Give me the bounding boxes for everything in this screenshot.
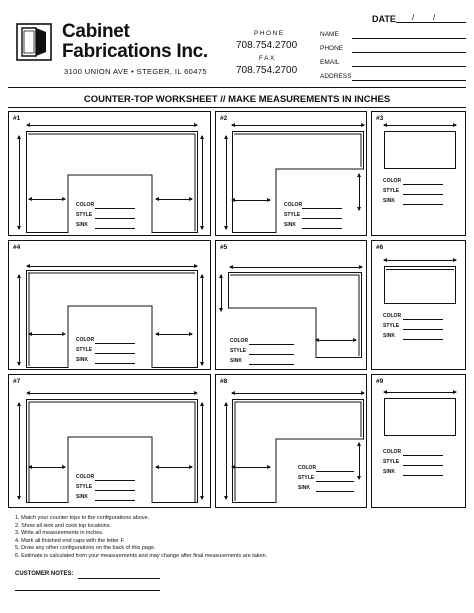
panel-number: #8 xyxy=(220,378,228,385)
sink-field[interactable] xyxy=(316,491,354,492)
customer-notes-line[interactable] xyxy=(15,590,160,591)
instructions-list xyxy=(15,515,267,560)
color-label: COLOR xyxy=(284,202,303,208)
panel-6 xyxy=(371,240,466,370)
dimension-arrow xyxy=(226,403,227,499)
color-field[interactable] xyxy=(403,319,443,320)
header-divider-bottom xyxy=(8,107,466,108)
panel-number: #3 xyxy=(376,115,384,122)
panel-number: #5 xyxy=(220,244,228,251)
panel-9 xyxy=(371,374,466,508)
name-label: NAME xyxy=(320,31,339,38)
customer-notes-label: CUSTOMER NOTES: xyxy=(15,571,74,577)
style-label: STYLE xyxy=(76,212,93,218)
color-field[interactable] xyxy=(95,208,135,209)
style-label: STYLE xyxy=(298,475,315,481)
color-label: COLOR xyxy=(76,202,95,208)
panel-4 xyxy=(8,240,211,370)
panel-3 xyxy=(371,111,466,236)
instruction-item: 5. Draw any other configurations on the back of this page. xyxy=(15,545,156,551)
sink-field[interactable] xyxy=(403,339,443,340)
instruction-item: 2. Show all sink and cook top locations. xyxy=(15,522,112,529)
color-field[interactable] xyxy=(249,344,294,345)
customer-notes-field[interactable] xyxy=(78,578,160,579)
fax-number: 708.754.2700 xyxy=(236,65,298,76)
panel-8 xyxy=(215,374,367,508)
dimension-arrow xyxy=(156,199,192,200)
style-field[interactable] xyxy=(403,329,443,330)
style-label: STYLE xyxy=(284,212,301,218)
sink-field[interactable] xyxy=(302,228,342,229)
sink-field[interactable] xyxy=(95,363,135,364)
color-field[interactable] xyxy=(316,471,354,472)
phone-field-label: PHONE xyxy=(320,45,344,52)
instruction-item: 1. Match your counter tops to the configurations above. xyxy=(15,515,150,521)
fax-label: FAX xyxy=(259,55,276,62)
company-address: 3100 UNION AVE • STEGER, IL 60475 xyxy=(64,67,207,76)
sink-label: SINK xyxy=(383,198,395,204)
counter-straight xyxy=(384,131,456,169)
sink-label: SINK xyxy=(76,222,88,228)
panel-number: #9 xyxy=(376,378,384,385)
style-field[interactable] xyxy=(95,218,135,219)
dimension-arrow xyxy=(221,275,222,311)
address-field[interactable] xyxy=(352,80,466,81)
counter-u-shape xyxy=(26,399,198,503)
panel-number: #1 xyxy=(13,115,21,122)
style-label: STYLE xyxy=(383,323,400,329)
color-field[interactable] xyxy=(95,480,135,481)
phone-label: PHONE xyxy=(254,30,285,37)
company-logo-icon xyxy=(16,23,52,61)
style-field[interactable] xyxy=(316,481,354,482)
worksheet-title: COUNTER-TOP WORKSHEET // MAKE MEASUREMENTS IN INCHES xyxy=(83,94,391,105)
date-label: DATE xyxy=(372,14,396,24)
phone-number: 708.754.2700 xyxy=(236,40,298,51)
dimension-arrow xyxy=(29,467,65,468)
dimension-arrow xyxy=(359,443,360,479)
sink-label: SINK xyxy=(383,333,395,339)
style-field[interactable] xyxy=(302,218,342,219)
style-field[interactable] xyxy=(249,354,294,355)
color-field[interactable] xyxy=(403,184,443,185)
email-label: EMAIL xyxy=(320,59,340,66)
sink-field[interactable] xyxy=(403,204,443,205)
style-label: STYLE xyxy=(230,348,247,354)
counter-straight xyxy=(384,266,456,304)
color-field[interactable] xyxy=(403,455,443,456)
dimension-arrow xyxy=(232,125,364,126)
dimension-arrow xyxy=(29,199,65,200)
dimension-arrow xyxy=(27,266,197,267)
dimension-arrow xyxy=(19,275,20,365)
dimension-arrow xyxy=(27,125,197,126)
dimension-arrow xyxy=(156,467,192,468)
color-label: COLOR xyxy=(383,313,402,319)
style-label: STYLE xyxy=(383,188,400,194)
date-slash-1: / xyxy=(412,13,415,22)
instruction-item: 4. Mark all finished end caps with the letter F. xyxy=(15,537,125,544)
address-label: ADDRESS xyxy=(320,73,352,80)
sink-label: SINK xyxy=(284,222,296,228)
dimension-arrow xyxy=(156,334,192,335)
panel-7 xyxy=(8,374,211,508)
phone-field[interactable] xyxy=(352,52,466,53)
dimension-arrow xyxy=(230,267,362,268)
counter-l-shape xyxy=(228,272,362,358)
dimension-arrow xyxy=(19,403,20,499)
date-field[interactable] xyxy=(396,22,466,23)
sink-label: SINK xyxy=(298,485,310,491)
sink-field[interactable] xyxy=(403,475,443,476)
dimension-arrow xyxy=(232,200,270,201)
sink-label: SINK xyxy=(76,494,88,500)
counter-straight xyxy=(384,398,456,436)
color-field[interactable] xyxy=(95,343,135,344)
dimension-arrow xyxy=(384,392,456,393)
header-divider-top xyxy=(8,87,466,88)
style-field[interactable] xyxy=(95,353,135,354)
style-field[interactable] xyxy=(95,490,135,491)
sink-label: SINK xyxy=(76,357,88,363)
dimension-arrow xyxy=(226,136,227,229)
dimension-arrow xyxy=(27,393,197,394)
style-field[interactable] xyxy=(403,465,443,466)
color-label: COLOR xyxy=(383,449,402,455)
dimension-arrow xyxy=(232,393,364,394)
sink-field[interactable] xyxy=(249,364,294,365)
dimension-arrow xyxy=(316,340,356,341)
sink-field[interactable] xyxy=(95,228,135,229)
color-field[interactable] xyxy=(302,208,342,209)
sink-label: SINK xyxy=(383,469,395,475)
color-label: COLOR xyxy=(230,338,249,344)
style-label: STYLE xyxy=(76,347,93,353)
style-label: STYLE xyxy=(76,484,93,490)
panel-number: #7 xyxy=(13,378,21,385)
date-slash-2: / xyxy=(433,13,436,22)
email-field[interactable] xyxy=(352,66,466,67)
panel-5 xyxy=(215,240,367,370)
dimension-arrow xyxy=(202,275,203,365)
sink-label: SINK xyxy=(230,358,242,364)
panel-1 xyxy=(8,111,211,236)
color-label: COLOR xyxy=(298,465,317,471)
company-name: Cabinet Fabrications Inc. xyxy=(62,21,208,62)
color-label: COLOR xyxy=(76,474,95,480)
dimension-arrow xyxy=(202,403,203,499)
instruction-item: 6. Estimate is calculated from your measurements and may change after final measurements are taken. xyxy=(15,552,268,559)
dimension-arrow xyxy=(19,136,20,229)
color-label: COLOR xyxy=(383,178,402,184)
dimension-arrow xyxy=(29,334,65,335)
dimension-arrow xyxy=(359,174,360,210)
style-label: STYLE xyxy=(383,459,400,465)
color-label: COLOR xyxy=(76,337,95,343)
panel-number: #6 xyxy=(376,244,384,251)
instruction-item: 3. Write all measurements in inches. xyxy=(15,530,104,536)
panel-2 xyxy=(215,111,367,236)
panel-number: #4 xyxy=(13,244,21,251)
dimension-arrow xyxy=(384,260,456,261)
name-field[interactable] xyxy=(352,38,466,39)
dimension-arrow xyxy=(384,125,456,126)
dimension-arrow xyxy=(232,467,270,468)
dimension-arrow xyxy=(202,136,203,229)
sink-field[interactable] xyxy=(95,500,135,501)
style-field[interactable] xyxy=(403,194,443,195)
panel-number: #2 xyxy=(220,115,228,122)
